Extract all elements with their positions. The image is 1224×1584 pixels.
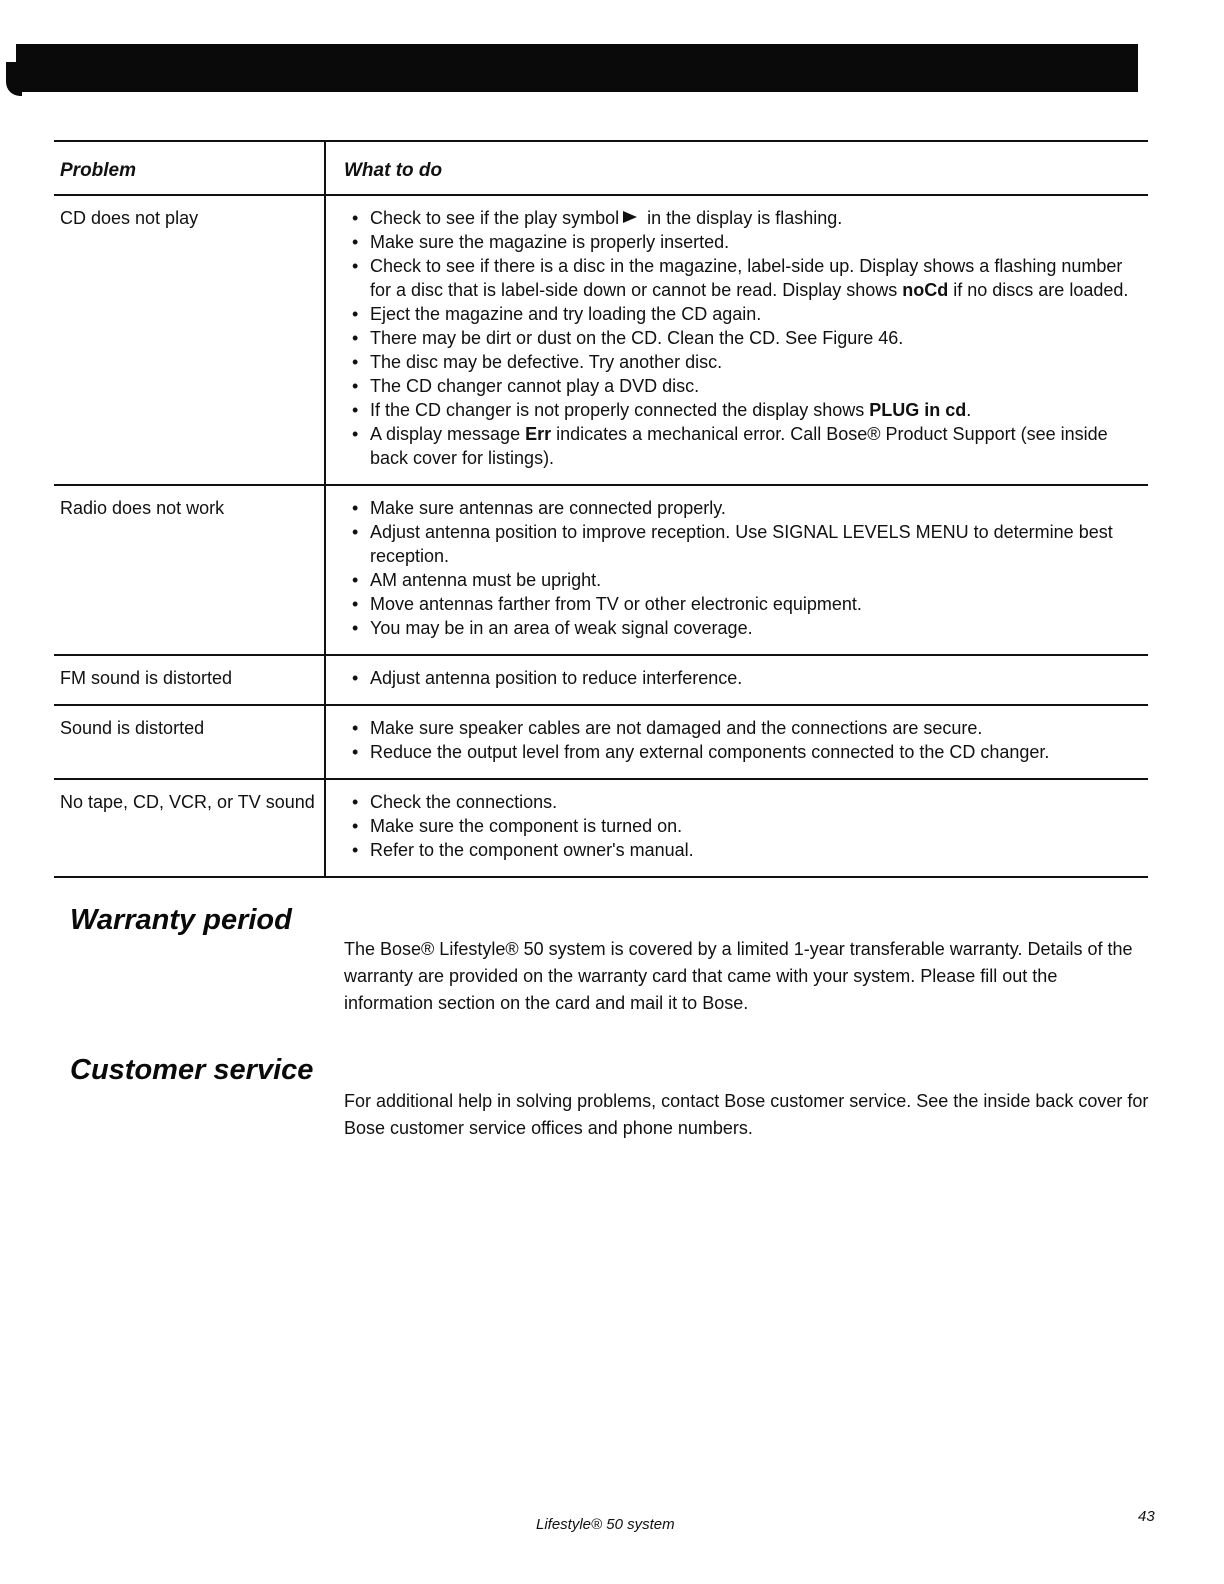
remedy-text: Move antennas farther from TV or other electronic equipment.	[370, 594, 862, 614]
table-row	[54, 705, 1148, 779]
remedy-item	[344, 350, 1142, 374]
remedy-text: Make sure antennas are connected properly.	[370, 498, 726, 518]
customer-service-text: For additional help in solving problems, contact Bose customer service. See the inside back cover for Bose customer service offices and phone numbers.	[344, 1091, 1149, 1138]
remedy-item	[344, 740, 1142, 764]
problem-cell: FM sound is distorted	[54, 655, 325, 705]
remedy-text: Refer to the component owner's manual.	[370, 840, 694, 860]
table-row	[54, 195, 1148, 485]
remedy-text: You may be in an area of weak signal coverage.	[370, 618, 753, 638]
page-number: 43	[1138, 1508, 1155, 1525]
remedy-item	[344, 496, 1142, 520]
remedy-item	[344, 616, 1142, 640]
remedy-text: in the display is flashing.	[647, 208, 843, 228]
customer-service-title: Customer service	[70, 1054, 314, 1086]
remedy-list	[344, 790, 1142, 862]
header-tab-mark	[6, 62, 22, 96]
troubleshooting-table	[54, 140, 1148, 878]
problem-cell: Radio does not work	[54, 485, 325, 655]
remedy-text: Adjust antenna position to reduce interference.	[370, 668, 743, 688]
play-icon	[623, 211, 637, 223]
remedy-text: The disc may be defective. Try another disc.	[370, 352, 723, 372]
remedy-text: Make sure the component is turned on.	[370, 816, 683, 836]
remedy-item	[344, 666, 1142, 690]
remedy-text: If the CD changer is not properly connected the display shows	[370, 400, 870, 420]
problem-cell: Sound is distorted	[54, 705, 325, 779]
remedy-text: A display message	[370, 424, 526, 444]
troubleshooting-table-body	[54, 195, 1148, 877]
what-to-do-cell	[325, 655, 1148, 705]
remedy-text: Make sure the magazine is properly inserted.	[370, 232, 730, 252]
warranty-text: The Bose® Lifestyle® 50 system is covered by a limited 1-year transferable warranty. Details of the warranty are provided on the warranty card that came with your system. Please fill out the information section on the card and mail it to Bose.	[344, 939, 1133, 1013]
remedy-item	[344, 716, 1142, 740]
what-to-do-column-header: What to do	[325, 141, 1148, 195]
remedy-text: Reduce the output level from any external components connected to the CD changer.	[370, 742, 1050, 762]
remedy-item	[344, 374, 1142, 398]
problem-cell: CD does not play	[54, 195, 325, 485]
remedy-text: Check to see if the play symbol	[370, 208, 620, 228]
remedy-item	[344, 790, 1142, 814]
what-to-do-cell	[325, 705, 1148, 779]
warranty-title: Warranty period	[70, 904, 292, 936]
what-to-do-cell	[325, 779, 1148, 877]
remedy-list	[344, 716, 1142, 764]
remedy-text: Check the connections.	[370, 792, 558, 812]
remedy-item	[344, 230, 1142, 254]
remedy-text: AM antenna must be upright.	[370, 570, 602, 590]
what-to-do-cell	[325, 195, 1148, 485]
remedy-text: Make sure speaker cables are not damaged and the connections are secure.	[370, 718, 983, 738]
remedy-item	[344, 592, 1142, 616]
remedy-text: There may be dirt or dust on the CD. Clean the CD. See Figure 46.	[370, 328, 904, 348]
remedy-list	[344, 666, 1142, 690]
remedy-item	[344, 302, 1142, 326]
remedy-item	[344, 254, 1142, 302]
header-bar	[16, 44, 1138, 92]
remedy-item	[344, 838, 1142, 862]
remedy-item	[344, 422, 1142, 470]
table-row	[54, 779, 1148, 877]
table-row	[54, 655, 1148, 705]
remedy-list	[344, 206, 1142, 470]
remedy-text: .	[966, 400, 972, 420]
remedy-text: Eject the magazine and try loading the CD again.	[370, 304, 762, 324]
troubleshooting-table-container	[54, 140, 1148, 878]
remedy-item	[344, 568, 1142, 592]
remedy-item	[344, 326, 1142, 350]
what-to-do-cell	[325, 485, 1148, 655]
remedy-text: Adjust antenna position to improve reception. Use SIGNAL LEVELS MENU to determine best reception.	[370, 522, 1113, 566]
footer-product-name: Lifestyle® 50 system	[536, 1516, 675, 1533]
remedy-text: indicates a mechanical error. Call Bose® Product Support (see inside back cover for listings).	[370, 424, 1108, 468]
remedy-item	[344, 398, 1142, 422]
remedy-text: The CD changer cannot play a DVD disc.	[370, 376, 700, 396]
table-row	[54, 485, 1148, 655]
remedy-item	[344, 520, 1142, 568]
display-message: noCd	[902, 280, 949, 300]
display-message: Err	[525, 424, 552, 444]
remedy-list	[344, 496, 1142, 640]
remedy-item	[344, 814, 1142, 838]
problem-column-header: Problem	[54, 141, 325, 195]
remedy-text: Check to see if there is a disc in the magazine, label-side up. Display shows a flashing number for a disc that is label-side down or cannot be read. Display shows	[370, 256, 1123, 300]
remedy-text: if no discs are loaded.	[948, 280, 1129, 300]
remedy-item	[344, 206, 1142, 230]
table-header-row	[54, 141, 1148, 195]
display-message: PLUG in cd	[869, 400, 967, 420]
problem-cell: No tape, CD, VCR, or TV sound	[54, 779, 325, 877]
